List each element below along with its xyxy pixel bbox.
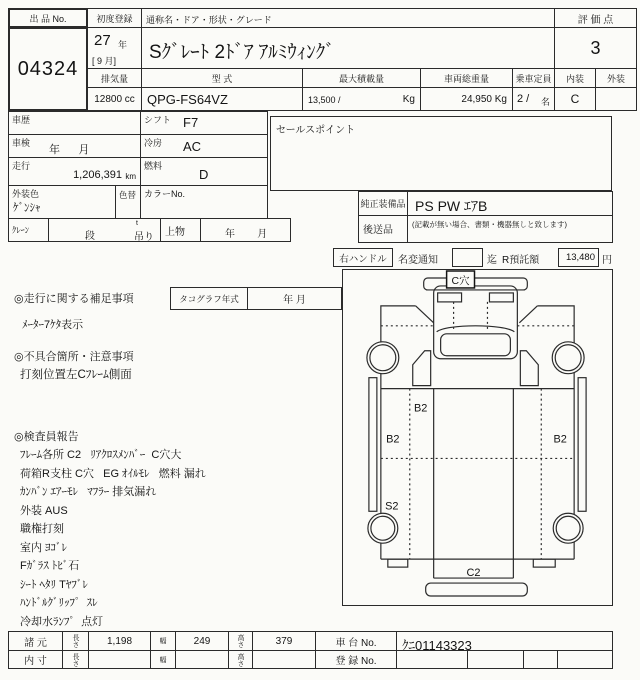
- length-tag-text: 長さ: [72, 634, 79, 648]
- yen-label: 円: [602, 255, 612, 266]
- crane-cell: [8, 218, 49, 242]
- front-wheel-right: [552, 342, 584, 374]
- first-reg-month: [ 9 月]: [92, 56, 117, 66]
- body-outline: [381, 306, 574, 559]
- crane-label: ｸﾚｰﾝ: [12, 225, 30, 235]
- inspector-line: ﾊﾝﾄﾞﾙｸﾞﾘｯﾌﾟ ｽﾚ: [20, 597, 98, 609]
- first-registration-cell: [87, 27, 142, 69]
- inspector-report-lines: [20, 446, 330, 631]
- model-name-cell: [141, 27, 555, 69]
- model-name: Sｸﾞﾚｰﾄ 2ﾄﾞｱ ｱﾙﾐｳｨﾝｸﾞ: [149, 42, 335, 63]
- name-change-label: 名変通知: [398, 255, 438, 266]
- model-code: QPG-FS64VZ: [147, 92, 228, 107]
- chassis-no-cell: [396, 631, 613, 651]
- side-guard-left: [413, 351, 431, 386]
- inner-width-value: [175, 650, 229, 669]
- rear-bumper: [426, 583, 528, 596]
- history-cell: [8, 111, 141, 135]
- defects-note: 打刻位置左Cﾌﾚｰﾑ側面: [20, 369, 132, 381]
- deposit-value: 13,480: [565, 252, 595, 263]
- mileage-label: 走行: [12, 161, 31, 171]
- windshield: [441, 334, 511, 356]
- max-load-header: 最大積載量: [302, 68, 421, 88]
- spec-height-tag: [228, 631, 253, 651]
- inner-dims-row-label: 内 寸: [8, 650, 63, 669]
- body-equipment-cell: [160, 218, 201, 242]
- score-header: 評 価 点: [554, 8, 637, 28]
- spec-width-value: 249: [175, 631, 229, 651]
- shift-value: F7: [183, 115, 199, 130]
- registration-no-cell: [396, 650, 468, 669]
- mileage-unit: km: [125, 172, 136, 181]
- spec-row-label: 諸 元: [8, 631, 63, 651]
- body-color-cell: [8, 185, 116, 219]
- score-value: 3: [554, 27, 637, 69]
- tachograph-value: 年 月: [247, 287, 342, 310]
- first-reg-year-unit: 年: [118, 40, 128, 50]
- mileage-cell: [8, 157, 141, 186]
- height-tag-text: 高さ: [237, 634, 244, 648]
- first-registration-header: 初度登録: [87, 8, 142, 28]
- gross-weight-header: 車両総重量: [420, 68, 513, 88]
- side-rail-left: [369, 378, 377, 512]
- defects-title: ◎不具合箇所・注意事項: [14, 351, 134, 363]
- later-items-note-cell: [407, 215, 613, 243]
- max-load-unit: Kg: [402, 94, 415, 105]
- genuine-equipment-cell: [407, 191, 613, 216]
- damage-label-s2-left: S2: [385, 500, 399, 513]
- crane-tsuri-label: 吊り: [134, 232, 154, 243]
- sales-point-label: セールスポイント: [276, 125, 356, 136]
- model-code-header: 型 式: [141, 68, 303, 88]
- inner-length-tag: [62, 650, 89, 669]
- front-hole-label: C穴: [451, 275, 470, 287]
- inner-width-tag: 幅: [150, 650, 176, 669]
- inner-height-tag: [228, 650, 253, 669]
- registration-extra-cell-1: [467, 650, 524, 669]
- deposit-box: [558, 248, 599, 267]
- inspector-line: ｶﾝﾊﾞﾝ ｴｱｰﾓﾚ ﾏﾌﾗｰ 排気漏れ: [20, 486, 157, 498]
- capacity-cell: [512, 87, 555, 111]
- cab-pillar-dotted: [454, 302, 488, 332]
- genuine-equipment-label: 純正装備品: [358, 191, 408, 216]
- later-items-label: 後送品: [363, 225, 393, 236]
- spec-length-value: 1,198: [88, 631, 151, 651]
- body-color-value: ｹﾞﾝｼｬ: [13, 202, 41, 214]
- cab-visor-right: [489, 293, 513, 302]
- inspector-line: 室内 ﾖｺﾞﾚ: [20, 541, 68, 554]
- rear-wheel-right: [553, 513, 583, 543]
- mileage-value: 1,206,391: [73, 169, 122, 181]
- crane-ton-label: t: [136, 220, 138, 227]
- inspector-line: ﾌﾚｰﾑ各所 C2 ﾘｱｸﾛｽﾒﾝﾊﾞｰ C穴大: [20, 449, 182, 461]
- inspector-line: ｼｰﾄ ﾍﾀﾘ Tﾔﾌﾞﾚ: [20, 578, 88, 591]
- capacity-header: 乗車定員: [512, 68, 555, 88]
- cooling-cell: [140, 134, 268, 158]
- spec-length-tag: [62, 631, 89, 651]
- body-color-label: 外装色: [12, 189, 40, 199]
- shift-label: シフト: [144, 115, 172, 125]
- inspector-line: 荷箱R支柱 C穴 EG ｵｲﾙﾓﾚ 燃料 漏れ: [20, 467, 206, 480]
- exterior-header: 外装: [595, 68, 637, 88]
- registration-no-label: 登 録 No.: [315, 650, 397, 669]
- inspector-line: 外装 AUS: [20, 504, 68, 517]
- model-code-cell: [141, 87, 303, 111]
- model-name-header-label: 通称名・ドア・形状・グレード: [146, 15, 272, 25]
- max-load-cell: [302, 87, 421, 111]
- damage-label-b2-outer-right: B2: [553, 433, 567, 446]
- registration-extra-cell-2: [523, 650, 558, 669]
- deposit-label: R預託額: [502, 255, 540, 266]
- damage-label-b2-inner-left: B2: [414, 402, 428, 415]
- max-load-value: 13,500 /: [308, 95, 341, 105]
- side-rail-right: [578, 378, 586, 512]
- tachograph-label: タコグラフ年式: [170, 287, 248, 310]
- mirror-left: [416, 306, 434, 323]
- shift-cell: [140, 111, 268, 135]
- capacity-unit: 名: [540, 97, 550, 107]
- spec-height-value: 379: [252, 631, 316, 651]
- color-change-label: 色替: [119, 190, 137, 200]
- history-label: 車歴: [12, 115, 31, 125]
- cab-hood-curve: [437, 326, 515, 332]
- later-items-cell: [358, 215, 408, 243]
- mileage-note: ﾒｰﾀｰ7ｹﾀ表示: [22, 319, 84, 331]
- inspection-value: 年 月: [49, 144, 90, 156]
- crane-dan-label: 段: [85, 231, 95, 242]
- damage-label-c2-rear: C2: [466, 567, 481, 580]
- inspector-report-title: ◎検査員報告: [14, 431, 79, 443]
- color-no-cell: [140, 185, 268, 219]
- capacity-value: 2 /: [517, 93, 530, 105]
- inspection-label: 車検: [12, 138, 31, 148]
- genuine-equipment-value: PS PW ｴｱB: [415, 198, 488, 214]
- model-name-header: [141, 8, 555, 28]
- mud-flap-left: [388, 559, 408, 567]
- chassis-frame: [434, 389, 514, 578]
- crane-value-cell: [48, 218, 161, 242]
- mud-flap-right: [533, 559, 555, 567]
- color-change-cell: [115, 185, 141, 219]
- fuel-label: 燃料: [144, 161, 163, 171]
- length-tag-text: 長さ: [72, 652, 79, 667]
- chassis-no-value: ｸﾆ01143323: [402, 638, 472, 653]
- displacement-value: 12800 cc: [87, 87, 142, 111]
- spec-width-tag: 幅: [150, 631, 176, 651]
- inner-height-value: [252, 650, 316, 669]
- body-year-value: 年 月: [225, 229, 268, 240]
- body-equipment-label: 上物: [165, 227, 185, 238]
- lot-no-header: 出 品 No.: [8, 8, 88, 28]
- inspector-line: Fｶﾞﾗｽ ﾄﾋﾞ石: [20, 560, 80, 572]
- fuel-value: D: [199, 167, 209, 182]
- displacement-header: 排気量: [87, 68, 142, 88]
- exterior-grade: [595, 87, 637, 111]
- height-tag-text: 高さ: [237, 652, 244, 667]
- inner-length-value: [88, 650, 151, 669]
- sales-point-box: [270, 116, 612, 191]
- color-no-label: カラーNo.: [144, 189, 186, 199]
- body-year-cell: [200, 218, 291, 242]
- first-reg-year: 27: [94, 32, 111, 49]
- inspection-cell: [8, 134, 141, 158]
- cooling-value: AC: [183, 139, 202, 154]
- until-label: 迄: [487, 255, 497, 266]
- rear-wheel-left: [368, 513, 398, 543]
- fuel-cell: [140, 157, 268, 186]
- side-guard-right: [520, 351, 538, 386]
- rhd-box: 右ハンドル: [333, 248, 393, 267]
- lot-no: 04324: [8, 27, 88, 111]
- mileage-remarks-title: ◎走行に関する補足事項: [14, 293, 134, 305]
- mirror-right: [519, 306, 537, 323]
- gross-weight-cell: [420, 87, 513, 111]
- inspector-line: 職権打刻: [20, 523, 64, 535]
- inspector-line: 冷却水ﾗﾝﾌﾟ 点灯: [20, 615, 104, 628]
- damage-label-b2-outer-left: B2: [386, 433, 400, 446]
- interior-grade: C: [554, 87, 596, 111]
- bed-dotted-lines: [381, 389, 574, 559]
- truck-top-view-diagram: [343, 270, 612, 605]
- front-wheel-left: [367, 342, 399, 374]
- registration-extra-cell-3: [557, 650, 613, 669]
- cab-outline: [434, 286, 518, 359]
- gross-weight-value: 24,950 Kg: [461, 94, 507, 105]
- name-change-box: [452, 248, 483, 267]
- chassis-no-label: 車 台 No.: [315, 631, 397, 651]
- vehicle-diagram-box: [342, 269, 613, 606]
- later-items-note: (記載が無い場合、書類・機器無しと致します): [412, 220, 567, 229]
- interior-header: 内装: [554, 68, 596, 88]
- cooling-label: 冷房: [144, 138, 163, 148]
- cab-visor-left: [438, 293, 462, 302]
- front-bumper: [424, 278, 528, 290]
